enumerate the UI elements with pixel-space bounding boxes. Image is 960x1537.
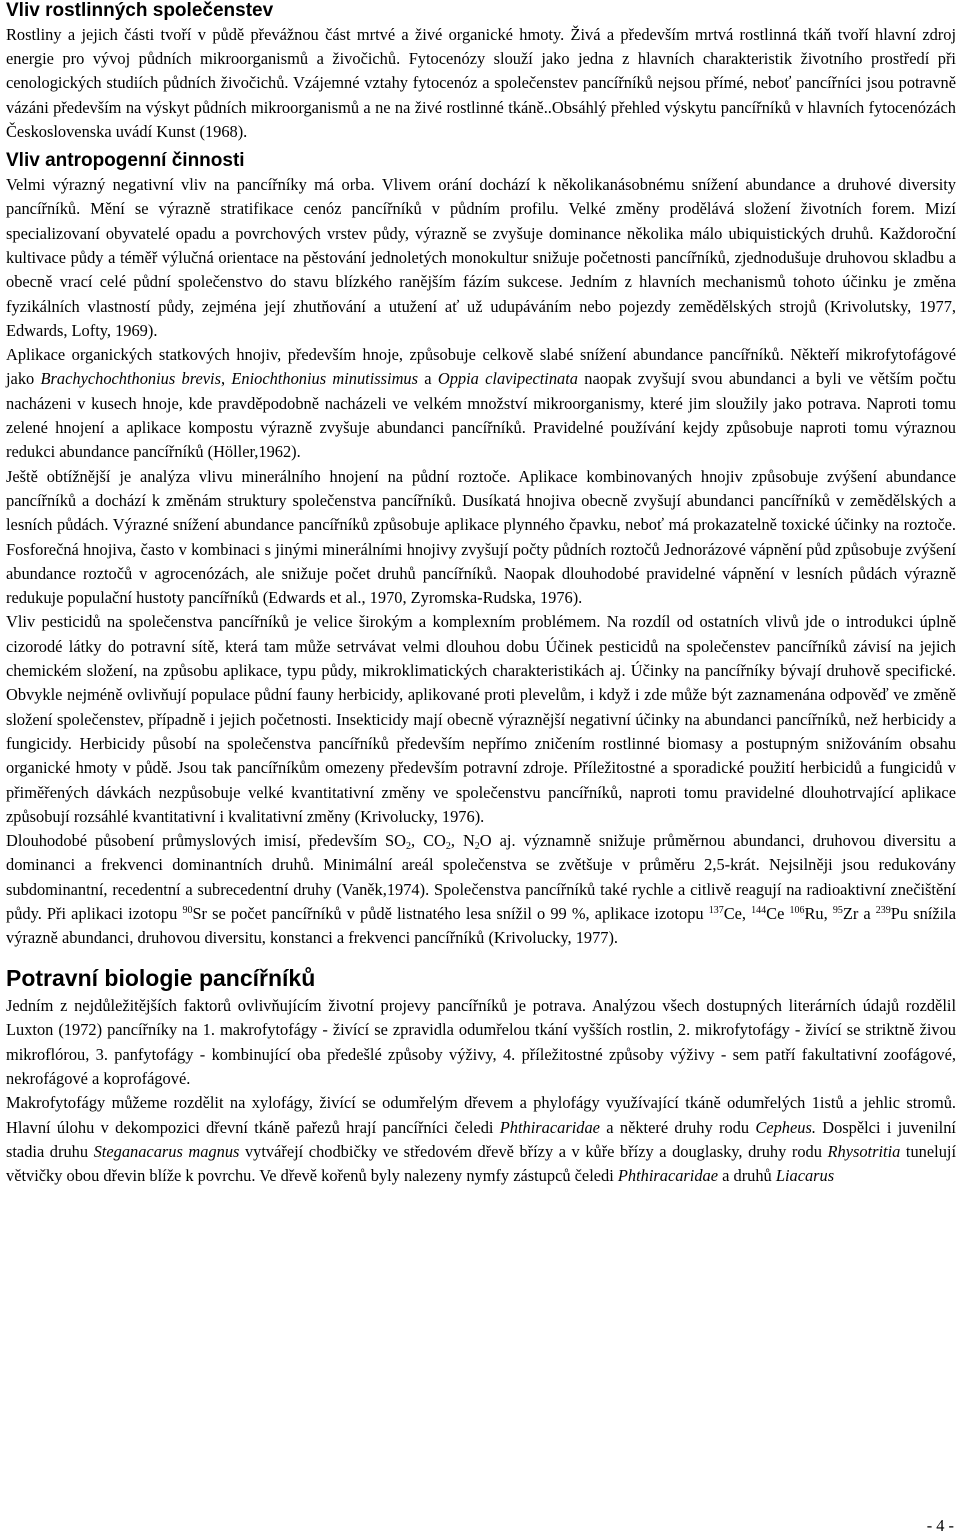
text-run: tunelují větvičky obou dřevin blíže k povrchu. Ve dřevě kořenů byly nalezeny nymfy zástupců čeledi <box>6 1141 957 1186</box>
page-number: - 4 - <box>926 1516 954 1535</box>
subscript: 2 <box>474 841 480 853</box>
text-run: Pu snížila výrazně abundanci, druhovou diversitu, konstanci a frekvenci pancířníků (Krivolucky, 1977). <box>6 903 957 948</box>
text-run: a druhů <box>718 1166 776 1186</box>
section-feeding-biology <box>6 965 956 1189</box>
paragraph: Rostliny a jejich části tvoří v půdě převážnou část mrtvé a živé organické hmoty. Živá a především mrtvá rostlinná tkáň tvoří hlavní zdroj energie pro vývoj půdních mikroorganismů a živočichů. Fytocenózy slouží jako jedna z hlavních charakteristik životního prostředí při cenologických studiích půdních živočichů. Vzájemné vztahy fytocenóz a společenstev pancířníků nejsou přímé, neboť pancířníci jsou potravně vázáni především na výskyt půdních mikroorganismů a ne na živé rostlinné tkáně..Obsáhlý přehled výskytu pancířníků v hlavních fytocenózách Československa uvádí Kunst (1968). <box>6 24 956 141</box>
text-run: Dospělci i juvenilní stadia druhu <box>6 1117 956 1161</box>
text-run: Ru, <box>804 903 833 923</box>
paragraph <box>6 343 956 464</box>
species-name: Eniochthonius minutissimus <box>231 369 418 389</box>
text-run: O aj. významně snižuje průměrnou abundanci, druhovou diversitu a dominanci a frekvenci dominantních druhů. Minimální areál společenstva se zvětšuje v průměru 2,5-krát. Nejsilněji jsou redukovány subdominantní, recedentní a subrecedentní druhy (Vaněk,1974). Společenstva pancířníků také rychle a citlivě reagují na radioaktivní znečištění půdy. Při aplikaci izotopu <box>6 831 957 923</box>
section-heading: Potravní biologie pancířníků <box>6 964 316 991</box>
superscript: 239 <box>875 904 891 916</box>
text-run: Makrofytofágy můžeme rozdělit na xylofágy, živící se odumřelým dřevem a phylofágy využívající tkáně odumřelých 1istů a jehlic stromů. Hlavní úlohu v dekompozici dřevní tkáně pařezů hrají pancířníci čeledi <box>6 1093 956 1137</box>
paragraph: Ještě obtížnější je analýza vlivu minerálního hnojení na půdní roztoče. Aplikace kombinovaných hnojiv způsobuje zvýšení abundance pancířníků a dochází k změnám struktury společenstva pancířníků. Dusíkatá hnojiva obecně zvyšují abundanci pancířníků v zemědělských a lesních půdách. Výrazné snížení abundance pancířníků způsobuje aplikace plynného čpavku, neboť má prokazatelně toxické účinky na roztoče. Fosforečná hnojiva, často v kombinaci s jinými minerálními hnojivy zvyšují počty půdních roztočů Jednorázové vápnění půd způsobuje zvýšení abundance roztočů v agrocenózách, ale snižuje počet druhů pancířníků. Naopak dlouhodobé pravidelné vápnění v lesních půdách výrazně redukuje populační hustoty pancířníků (Edwards et al., 1970, Zyromska-Rudska, 1976). <box>6 466 956 608</box>
taxon-name: Cepheus. <box>755 1117 816 1137</box>
text-run: a některé druhy rodu <box>599 1117 756 1137</box>
text-run: Dlouhodobé působení průmyslových imisí, především SO <box>6 831 407 851</box>
text-run: , CO <box>411 831 446 851</box>
text-run: vytvářejí chodbičky ve středovém dřevě břízy a v kůře břízy a douglasky, druhy rodu <box>239 1141 828 1161</box>
subscript: 2 <box>445 841 451 853</box>
document-page <box>6 0 956 1189</box>
taxon-name: Steganacarus magnus <box>93 1141 240 1161</box>
subscript: 2 <box>406 841 412 853</box>
text-run: Ce, <box>723 903 752 923</box>
text-run: Sr se počet pancířníků v půdě listnatého lesa snížil o 99 %, aplikace izotopu <box>192 903 709 923</box>
section-heading: Vliv antropogenní činnosti <box>6 150 245 172</box>
taxon-name: Phthiracaridae <box>499 1117 600 1137</box>
superscript: 137 <box>708 904 724 916</box>
section-plant-communities <box>6 0 956 144</box>
text-run: Zr a <box>842 903 876 923</box>
paragraph: Vliv pesticidů na společenstva pancířníků je velice širokým a komplexním problémem. Na rozdíl od ostatních vlivů jde o introdukci úplně cizorodé látky do potravní sítě, která tam může setrvávat velmi dlouhou dobu Účinek pesticidů na společenstev pancířníků závisí na jejich chemickém složení, na způsobu aplikace, typu půdy, mikroklimatických charakteristikách aj. Účinky na pancířníky bývají druhově specifické. Obvykle nejméně ovlivňují populace půdní fauny herbicidy, aplikované proti plevelům, i když i zde může být zaznamenána odpověď ve změně složení společenstev, případně i jejich početnosti. Insekticidy mají obecně výraznější negativní účinky na abundanci pancířníků, než herbicidy a fungicidy. Herbicidy působí na společenstva pancířníků především nepřímo zničením rostlinné biomasy a postupným snižováním obsahu organické hmoty v půdě. Jsou tak pancířníkům omezeny především potravní zdroje. Příležitostné a sporadické použití herbicidů a fungicidů v přiměřených dávkách nezpůsobuje velké kvantitativní změny ve společenstvu pancířníků, naproti tomu pravidelné dlouhotrvající aplikace způsobují rozsáhlé kvantitativní i kvalitativní změny (Krivolucky, 1976). <box>6 612 956 826</box>
superscript: 106 <box>789 904 805 916</box>
superscript: 90 <box>182 904 193 916</box>
section-anthropogenic-activity <box>6 150 956 950</box>
text-run: Aplikace organických statkových hnojiv, především hnoje, způsobuje celkově slabé snížení abundance pancířníků. Někteří mikrofytofágové jako <box>6 345 956 389</box>
species-name: Brachychochthonius brevis <box>40 369 221 389</box>
species-name: Oppia clavipectinata <box>437 369 578 389</box>
superscript: 144 <box>751 904 767 916</box>
text-run: a <box>418 369 438 389</box>
text-run: Ce <box>766 903 790 923</box>
text-run: , N <box>450 831 475 851</box>
superscript: 95 <box>832 904 843 916</box>
paragraph <box>6 829 956 950</box>
taxon-name: Rhysotritia <box>827 1141 901 1161</box>
text-run: , <box>221 369 232 389</box>
paragraph <box>6 1091 956 1188</box>
paragraph: Jedním z nejdůležitějších faktorů ovlivňujícím životní projevy pancířníků je potrava. Analýzou všech dostupných literárních údajů rozdělil Luxton (1972) pancířníky na 1. makrofytofágy - živící se zpravidla odumřelou tkání vyšších rostlin, 2. mikrofytofágy - živící se striktně živou mikroflórou, 3. panfytofágy - kombinující oba předešlé způsoby výživy, 4. příležitostné způsoby výživy - sem patří fakultativní zoofágové, nekrofágové a koprofágové. <box>6 996 956 1089</box>
text-run: naopak zvyšují svou abundanci a byli ve větším počtu nacházeni v kusech hnoje, kde pravděpodobně nacházeli ve velkém množství mikroorganismy, které jim sloužily jako potrava. Naproti tomu zelené hnojení a aplikace kompostu výrazně zvyšuje abundanci pancířníků. Pravidelné používání kejdy způsobuje naproti tomu výraznou redukci abundance pancířníků (Höller,1962). <box>6 369 956 462</box>
paragraph: Velmi výrazný negativní vliv na pancířníky má orba. Vlivem orání dochází k několikanásobnému snížení abundance a druhové diversity pancířníků. Mění se výrazně stratifikace cenóz pancířníků v půdním profilu. Velké změny prodělává složení životních forem. Mizí specializovaní obyvatelé opadu a povrchových vrstev půdy, výrazně se zvyšuje dominance několika málo ubiquistických druhů. Každoroční kultivace půdy a téměř výlučná orientace na pěstování jednoletých monokultur snižuje početnosti pancířníků, zjednodušuje druhovou skladbu a obecně vrací celé půdní společenstvo do stavu blízkého ranějším fázím sukcese. Jedním z hlavních mechanismů tohoto účinku je změna fyzikálních vlastností půdy, zejména její zhutňování a utužení ať už udupáváním nebo pojezdy zemědělských strojů (Krivolutsky, 1977, Edwards, Lofty, 1969). <box>6 175 956 340</box>
taxon-name: Liacarus <box>775 1166 835 1186</box>
section-heading: Vliv rostlinných společenstev <box>6 0 274 21</box>
taxon-name: Phthiracaridae <box>617 1166 719 1186</box>
